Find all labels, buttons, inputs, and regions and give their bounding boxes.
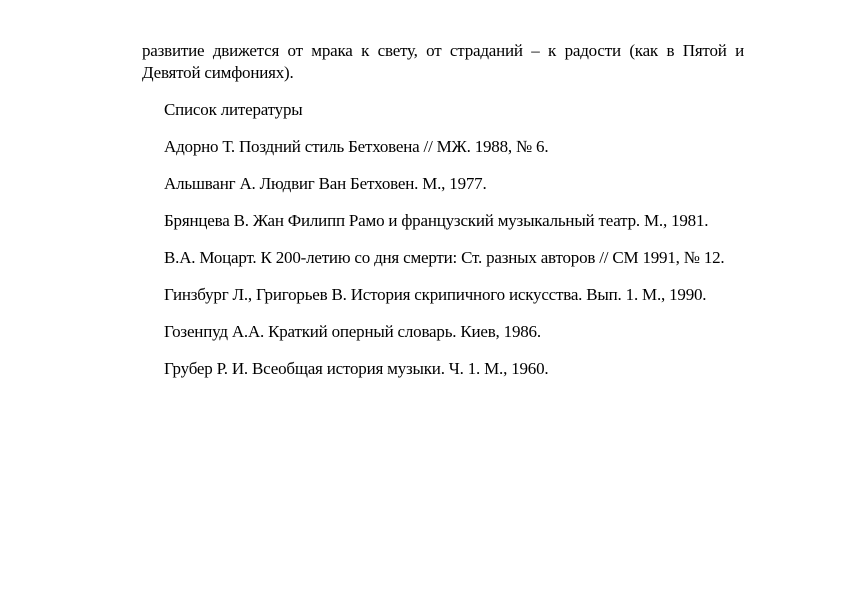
intro-paragraph: развитие движется от мрака к свету, от страданий – к радости (как в Пятой и Девятой симфониях). xyxy=(142,41,744,82)
reference-item-3: Брянцева В. Жан Филипп Рамо и французский музыкальный театр. М., 1981. xyxy=(164,211,709,230)
reference-item-4: В.А. Моцарт. К 200-летию со дня смерти: Ст. разных авторов // СМ 1991, № 12. xyxy=(164,248,725,267)
bibliography-heading: Список литературы xyxy=(164,100,303,119)
reference-item-6: Гозенпуд А.А. Краткий оперный словарь. Киев, 1986. xyxy=(164,322,541,341)
reference-item-2: Альшванг А. Людвиг Ван Бетховен. М., 1977. xyxy=(164,174,487,193)
document-page xyxy=(142,40,744,395)
reference-item-5: Гинзбург Л., Григорьев В. История скрипичного искусства. Вып. 1. М., 1990. xyxy=(164,285,707,304)
reference-item-1: Адорно Т. Поздний стиль Бетховена // МЖ. 1988, № 6. xyxy=(164,137,549,156)
reference-item-7: Грубер Р. И. Всеобщая история музыки. Ч. 1. М., 1960. xyxy=(164,359,549,378)
